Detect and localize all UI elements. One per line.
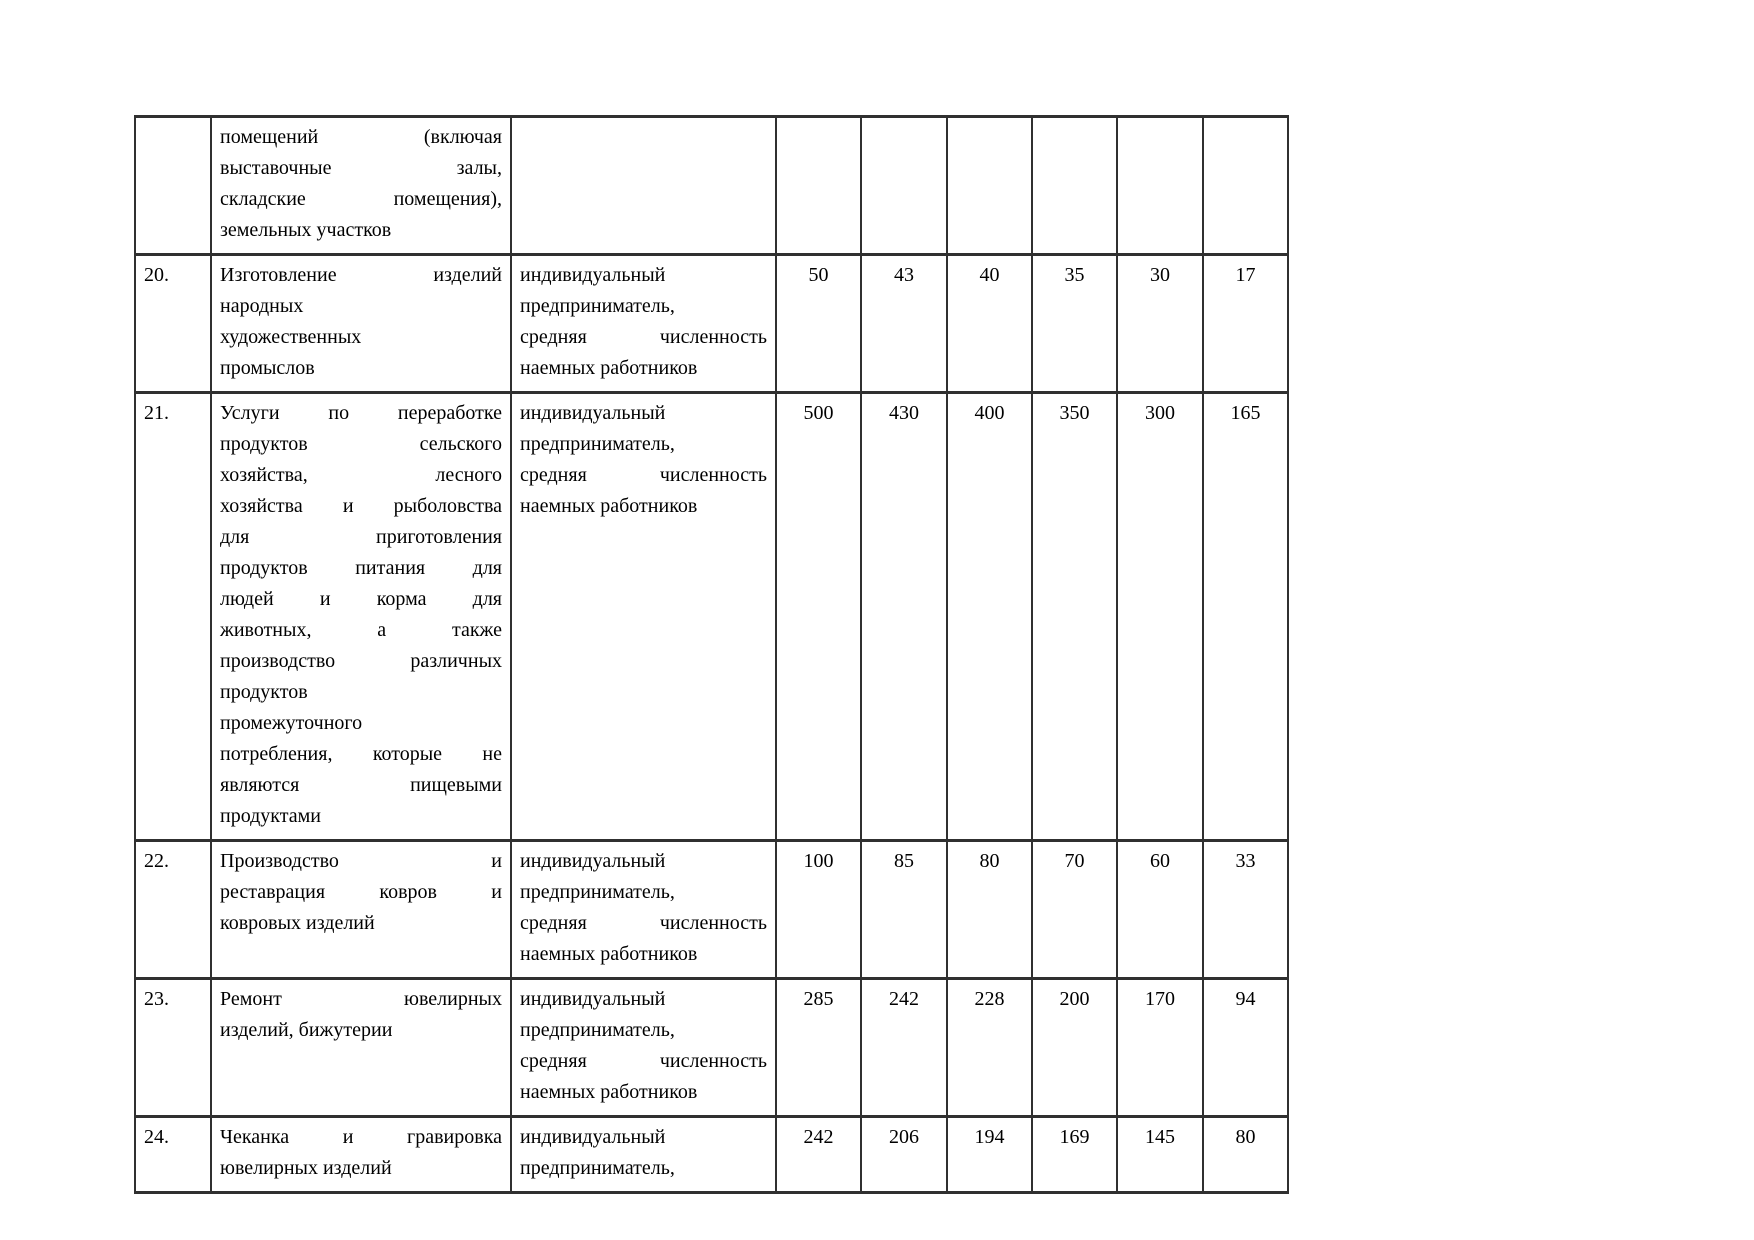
activity-text-line: промыслов xyxy=(220,357,315,379)
value-cell: 80 xyxy=(947,841,1032,979)
entity-text-line: предприниматель, xyxy=(520,433,675,455)
value-cell: 50 xyxy=(776,255,861,393)
activity-text-line: народных xyxy=(220,295,304,317)
row-number-cell xyxy=(135,117,211,255)
activity-text-line: помещений (включая xyxy=(220,126,502,148)
value-cell: 350 xyxy=(1032,393,1117,841)
entity-text-line: средняя численность xyxy=(520,912,767,934)
value-cell: 165 xyxy=(1203,393,1288,841)
value-cell: 70 xyxy=(1032,841,1117,979)
activity-text-line: продуктов питания для xyxy=(220,557,502,579)
entity-text-line: индивидуальный xyxy=(520,988,666,1010)
activity-text-line: ювелирных изделий xyxy=(220,1157,392,1179)
activity-text-line: промежуточного xyxy=(220,712,363,734)
activity-text-line: потребления, которые не xyxy=(220,743,502,765)
entity-text-line: индивидуальный xyxy=(520,264,666,286)
value-cell: 85 xyxy=(861,841,947,979)
value-cell: 17 xyxy=(1203,255,1288,393)
activity-description-cell xyxy=(211,393,511,841)
value-cell: 170 xyxy=(1117,979,1203,1117)
value-cell: 94 xyxy=(1203,979,1288,1117)
value-cell xyxy=(1032,117,1117,255)
value-cell xyxy=(861,117,947,255)
activity-text-line: хозяйства и рыболовства xyxy=(220,495,502,517)
value-cell xyxy=(947,117,1032,255)
entity-text-line: средняя численность xyxy=(520,326,767,348)
entity-text-line: предприниматель, xyxy=(520,1157,675,1179)
entity-text-line: индивидуальный xyxy=(520,402,666,424)
table-row xyxy=(135,255,1288,393)
activity-description-cell xyxy=(211,1117,511,1193)
activity-text-line: художественных xyxy=(220,326,362,348)
activity-text-line: земельных участков xyxy=(220,219,392,241)
value-cell xyxy=(1203,117,1288,255)
activity-text-line: людей и корма для xyxy=(220,588,502,610)
value-cell: 30 xyxy=(1117,255,1203,393)
table-row xyxy=(135,117,1288,255)
value-cell: 194 xyxy=(947,1117,1032,1193)
activity-text-line: Чеканка и гравировка xyxy=(220,1126,502,1148)
value-cell: 40 xyxy=(947,255,1032,393)
activity-text-line: продуктами xyxy=(220,805,321,827)
value-cell: 100 xyxy=(776,841,861,979)
activity-text-line: Услуги по переработке xyxy=(220,402,502,424)
entity-description-cell xyxy=(511,117,776,255)
activity-text-line: изделий, бижутерии xyxy=(220,1019,393,1041)
activity-text-line: продуктов xyxy=(220,681,308,703)
entity-description-cell xyxy=(511,255,776,393)
row-number-cell: 23. xyxy=(135,979,211,1117)
value-cell: 242 xyxy=(776,1117,861,1193)
value-cell: 60 xyxy=(1117,841,1203,979)
row-number-cell: 21. xyxy=(135,393,211,841)
activity-text-line: складские помещения), xyxy=(220,188,502,210)
value-cell: 35 xyxy=(1032,255,1117,393)
activity-text-line: Ремонт ювелирных xyxy=(220,988,502,1010)
value-cell: 200 xyxy=(1032,979,1117,1117)
value-cell: 400 xyxy=(947,393,1032,841)
value-cell: 500 xyxy=(776,393,861,841)
value-cell: 33 xyxy=(1203,841,1288,979)
table-row xyxy=(135,1117,1288,1193)
value-cell: 300 xyxy=(1117,393,1203,841)
value-cell: 145 xyxy=(1117,1117,1203,1193)
entity-description-cell xyxy=(511,393,776,841)
activity-text-line: выставочные залы, xyxy=(220,157,502,179)
value-cell xyxy=(776,117,861,255)
activity-description-cell xyxy=(211,255,511,393)
activity-text-line: реставрация ковров и xyxy=(220,881,502,903)
activity-text-line: являются пищевыми xyxy=(220,774,502,796)
entity-description-cell xyxy=(511,1117,776,1193)
entity-text-line: наемных работников xyxy=(520,495,698,517)
activity-text-line: Изготовление изделий xyxy=(220,264,502,286)
table-row xyxy=(135,393,1288,841)
entity-text-line: предприниматель, xyxy=(520,1019,675,1041)
entity-text-line: индивидуальный xyxy=(520,850,666,872)
row-number-cell: 20. xyxy=(135,255,211,393)
row-number-cell: 24. xyxy=(135,1117,211,1193)
entity-description-cell xyxy=(511,979,776,1117)
entity-text-line: наемных работников xyxy=(520,943,698,965)
activity-description-cell xyxy=(211,979,511,1117)
value-cell: 228 xyxy=(947,979,1032,1117)
value-cell: 206 xyxy=(861,1117,947,1193)
value-cell: 80 xyxy=(1203,1117,1288,1193)
entity-text-line: наемных работников xyxy=(520,1081,698,1103)
activity-text-line: животных, а также xyxy=(220,619,502,641)
table-row xyxy=(135,979,1288,1117)
activity-description-cell xyxy=(211,117,511,255)
activity-description-cell xyxy=(211,841,511,979)
activity-text-line: для приготовления xyxy=(220,526,502,548)
entity-text-line: наемных работников xyxy=(520,357,698,379)
value-cell: 430 xyxy=(861,393,947,841)
table-row xyxy=(135,841,1288,979)
entity-description-cell xyxy=(511,841,776,979)
row-number-cell: 22. xyxy=(135,841,211,979)
entity-text-line: предприниматель, xyxy=(520,881,675,903)
value-cell xyxy=(1117,117,1203,255)
value-cell: 285 xyxy=(776,979,861,1117)
entity-text-line: индивидуальный xyxy=(520,1126,666,1148)
value-cell: 242 xyxy=(861,979,947,1117)
entity-text-line: средняя численность xyxy=(520,464,767,486)
activity-text-line: продуктов сельского xyxy=(220,433,502,455)
table-body xyxy=(135,117,1288,1193)
activity-text-line: хозяйства, лесного xyxy=(220,464,502,486)
activity-limits-table xyxy=(134,115,1289,1194)
value-cell: 43 xyxy=(861,255,947,393)
activity-text-line: Производство и xyxy=(220,850,502,872)
entity-text-line: средняя численность xyxy=(520,1050,767,1072)
activity-text-line: производство различных xyxy=(220,650,502,672)
activity-text-line: ковровых изделий xyxy=(220,912,375,934)
entity-text-line: предприниматель, xyxy=(520,295,675,317)
value-cell: 169 xyxy=(1032,1117,1117,1193)
